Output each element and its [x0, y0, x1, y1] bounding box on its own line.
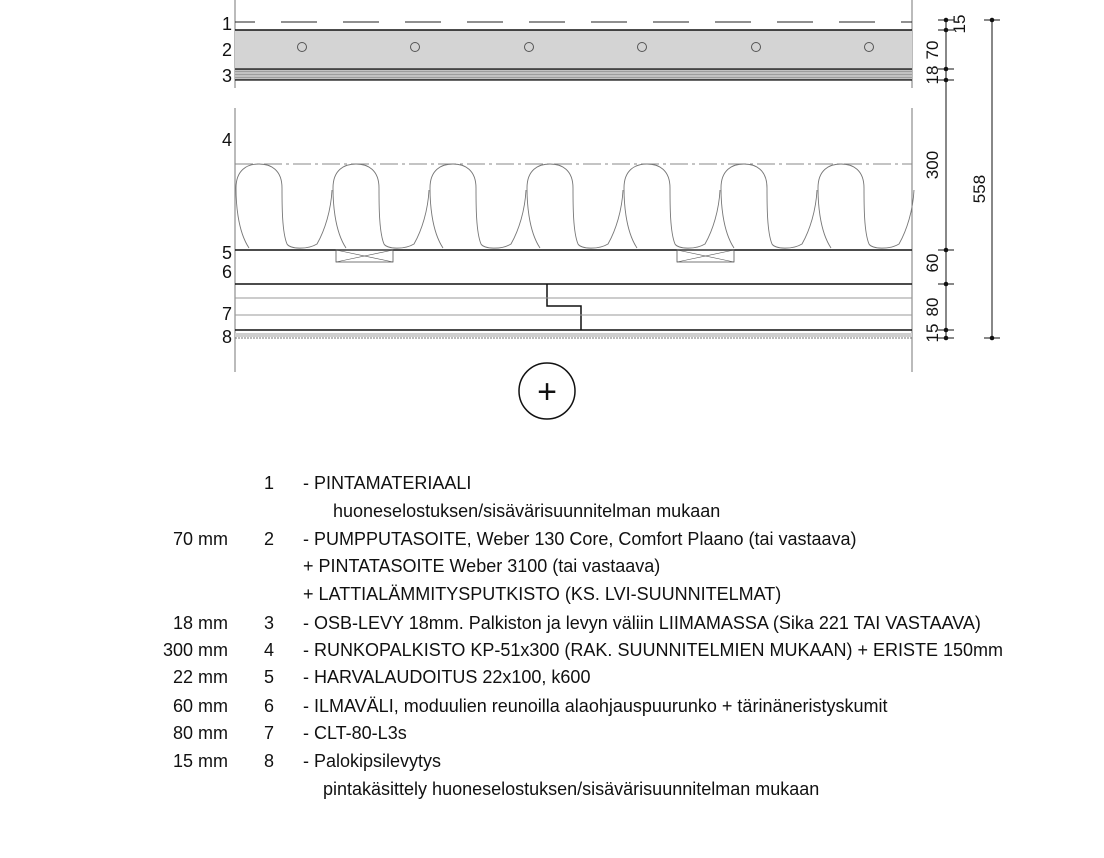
module-joint-line [547, 284, 581, 330]
insulation-loop [818, 164, 914, 248]
insulation-loop [430, 164, 526, 248]
layer-label-5: 5 [221, 243, 232, 263]
dim-15-top: 15 [950, 14, 969, 34]
legend-description: + LATTIALÄMMITYSPUTKISTO (KS. LVI-SUUNNITELMAT) [303, 584, 782, 604]
layer-label-1: 1 [221, 14, 232, 34]
insulation-loop [236, 164, 332, 248]
legend-number: 6 [264, 696, 275, 716]
dim-80: 80 [923, 297, 942, 317]
legend-description: - ILMAVÄLI, moduulien reunoilla alaohjauspuurunko + tärinäneristyskumit [303, 696, 888, 716]
dim-300: 300 [923, 150, 942, 180]
legend-description: - CLT-80-L3s [303, 723, 407, 743]
legend-thickness: 300 mm [162, 640, 228, 660]
dim-total: 558 [970, 174, 989, 204]
dim-15-bottom: 15 [923, 323, 942, 343]
legend-description: - OSB-LEVY 18mm. Palkiston ja levyn väliin LIIMAMASSA (Sika 221 TAI VASTAAVA) [303, 613, 981, 633]
legend-number: 2 [264, 529, 275, 549]
section-symbol-plus: + [537, 373, 557, 411]
insulation-loop [333, 164, 429, 248]
dim-70: 70 [923, 40, 942, 60]
batten-left [336, 250, 393, 262]
legend-number: 7 [264, 723, 275, 743]
legend-description: + PINTATASOITE Weber 3100 (tai vastaava) [303, 556, 661, 576]
layer-label-4: 4 [221, 130, 232, 150]
layer-8-gypsum [235, 333, 912, 337]
layer-4-insulation [236, 164, 914, 248]
legend-number: 4 [264, 640, 275, 660]
legend-description: - RUNKOPALKISTO KP-51x300 (RAK. SUUNNITELMIEN MUKAAN) + ERISTE 150mm [303, 640, 1004, 660]
legend-description: - HARVALAUDOITUS 22x100, k600 [303, 667, 591, 687]
legend-description: - PINTAMATERIAALI [303, 473, 472, 493]
legend-number: 1 [264, 473, 275, 493]
layer-2-screed [235, 30, 912, 69]
layer-label-3: 3 [221, 66, 232, 86]
legend-description: - Palokipsilevytys [303, 751, 442, 771]
legend-thickness: 60 mm [172, 696, 228, 716]
legend-number: 8 [264, 751, 275, 771]
insulation-loop [624, 164, 720, 248]
legend-number: 5 [264, 667, 275, 687]
legend-thickness: 70 mm [172, 529, 228, 549]
dim-18: 18 [923, 65, 942, 85]
layer-label-6: 6 [221, 262, 232, 282]
legend-description: - PUMPPUTASOITE, Weber 130 Core, Comfort Plaano (tai vastaava) [303, 529, 857, 549]
layer-label-7: 7 [221, 304, 232, 324]
batten-right [677, 250, 734, 262]
legend-description: huoneselostuksen/sisävärisuunnitelman mukaan [333, 501, 721, 521]
legend-thickness: 80 mm [172, 723, 228, 743]
insulation-loop [527, 164, 623, 248]
layer-label-8: 8 [221, 327, 232, 347]
legend-number: 3 [264, 613, 275, 633]
legend-thickness: 22 mm [172, 667, 228, 687]
dim-60: 60 [923, 253, 942, 273]
legend-thickness: 15 mm [172, 751, 228, 771]
layer-label-2: 2 [221, 40, 232, 60]
legend-description: pintakäsittely huoneselostuksen/sisävärisuunnitelman mukaan [323, 779, 820, 799]
insulation-loop [721, 164, 817, 248]
legend-thickness: 18 mm [172, 613, 228, 633]
